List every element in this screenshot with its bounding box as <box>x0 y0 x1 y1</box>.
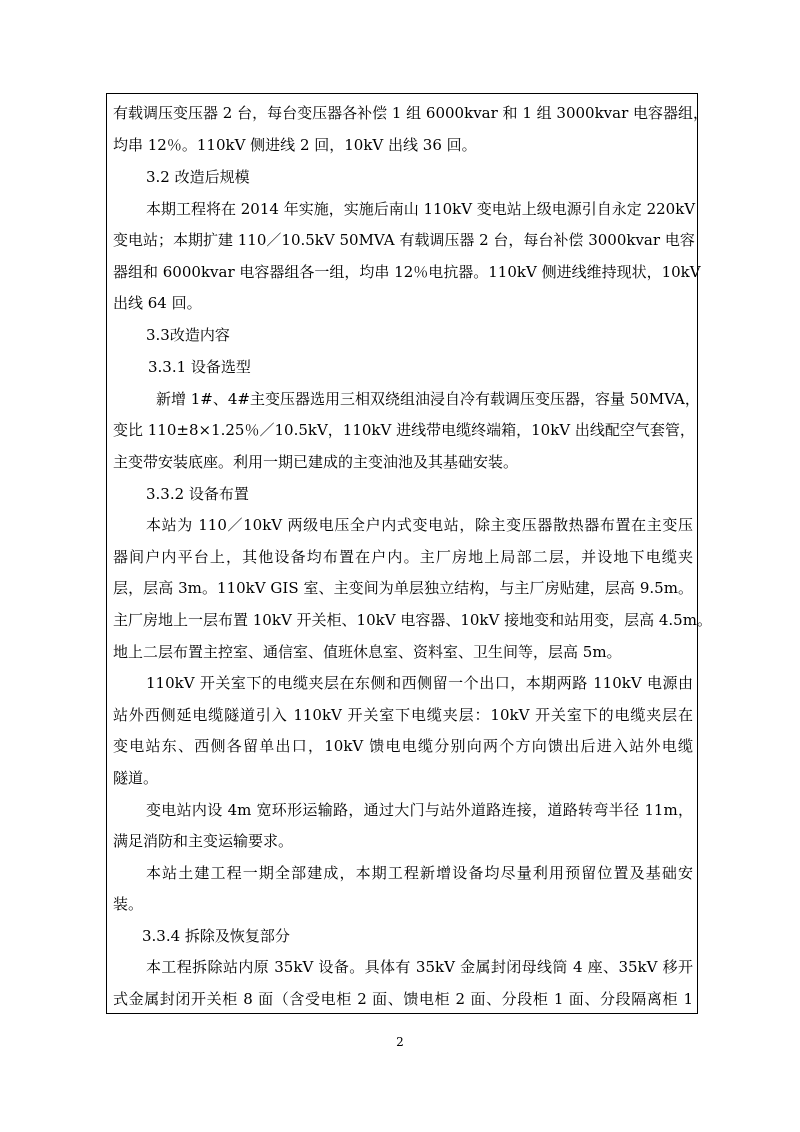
text-line: 式金属封闭开关柜 8 面（含受电柜 2 面、馈电柜 2 面、分段柜 1 面、分段隔离柜 1 <box>113 990 693 1008</box>
page-number: 2 <box>396 1035 404 1049</box>
text-line: 装。 <box>113 895 144 913</box>
section-heading: 3.2 改造后规模 <box>146 168 250 186</box>
text-line: 器组和 6000kvar 电容器组各一组，均串 12％电抗器。110kV 侧进线维持现状，10kV <box>113 263 701 281</box>
text-line: 变电站东、西侧各留单出口，10kV 馈电电缆分别向两个方向馈出后进入站外电缆 <box>113 737 693 755</box>
text-line: 变电站；本期扩建 110／10.5kV 50MVA 有载调压器 2 台，每台补偿 3000kvar 电容 <box>113 231 695 249</box>
text-line: 本站土建工程一期全部建成，本期工程新增设备均尽量利用预留位置及基础安 <box>146 864 693 882</box>
section-heading: 3.3改造内容 <box>146 326 230 344</box>
text-line: 本站为 110／10kV 两级电压全户内式变电站，除主变压器散热器布置在主变压 <box>146 516 693 534</box>
text-line: 变比 110±8×1.25％／10.5kV，110kV 进线带电缆终端箱，10kV 出线配空气套管， <box>113 421 695 439</box>
text-line: 主变带安装底座。利用一期已建成的主变油池及其基础安装。 <box>113 453 519 471</box>
text-line: 新增 1#、4#主变压器选用三相双绕组油浸自冷有载调压变压器，容量 50MVA， <box>156 390 700 408</box>
text-line: 110kV 开关室下的电缆夹层在东侧和西侧留一个出口，本期两路 110kV 电源由 <box>146 674 693 692</box>
text-line: 本期工程将在 2014 年实施，实施后南山 110kV 变电站上级电源引自永定 220kV <box>146 200 696 218</box>
text-line: 满足消防和主变运输要求。 <box>113 832 294 850</box>
text-line: 均串 12％。110kV 侧进线 2 回，10kV 出线 36 回。 <box>113 136 477 154</box>
text-line: 有载调压变压器 2 台，每台变压器各补偿 1 组 6000kvar 和 1 组 3000kvar 电容器组， <box>113 104 709 122</box>
text-line: 本工程拆除站内原 35kV 设备。具体有 35kV 金属封闭母线筒 4 座、35kV 移开 <box>146 958 693 976</box>
text-line: 主厂房地上一层布置 10kV 开关柜、10kV 电容器、10kV 接地变和站用变，层高 4.5m。 <box>113 611 712 629</box>
text-line: 站外西侧延电缆隧道引入 110kV 开关室下电缆夹层：10kV 开关室下的电缆夹层在 <box>113 706 693 724</box>
section-heading: 3.3.2 设备布置 <box>146 485 249 503</box>
text-line: 隧道。 <box>113 769 159 787</box>
section-heading: 3.3.1 设备选型 <box>148 358 251 376</box>
text-line: 器间户内平台上，其他设备均布置在户内。主厂房地上局部二层，并设地下电缆夹 <box>113 548 693 566</box>
text-line: 变电站内设 4m 宽环形运输路，通过大门与站外道路连接，道路转弯半径 11m， <box>146 801 693 819</box>
text-line: 出线 64 回。 <box>113 294 202 312</box>
section-heading: 3.3.4 拆除及恢复部分 <box>142 927 290 945</box>
text-line: 地上二层布置主控室、通信室、值班休息室、资料室、卫生间等，层高 5m。 <box>113 643 622 661</box>
text-line: 层，层高 3m。110kV GIS 室、主变间为单层独立结构，与主厂房贴建，层高 9.5m。 <box>113 579 693 597</box>
